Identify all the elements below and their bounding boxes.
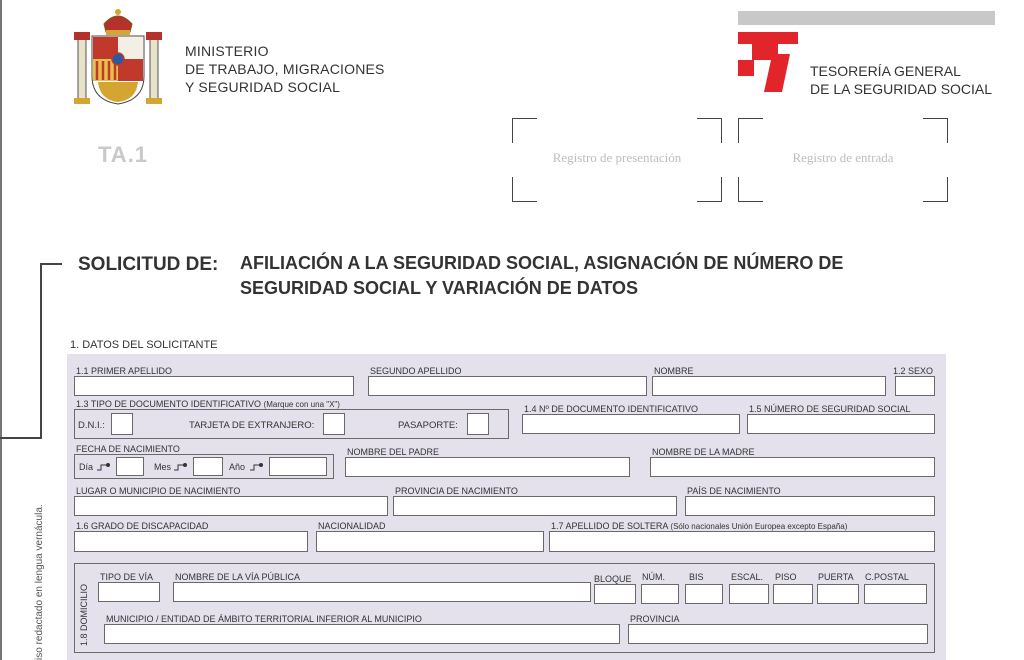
form-code: TA.1 xyxy=(98,142,149,167)
tarjeta-extranjero-label: TARJETA DE EXTRANJERO: xyxy=(189,420,315,431)
title-line-1: AFILIACIÓN A LA SEGURIDAD SOCIAL, ASIGNACIÓN DE NÚMERO DE xyxy=(240,253,844,273)
solicitud-label: SOLICITUD DE: xyxy=(78,254,219,275)
page-left-edge xyxy=(0,0,2,660)
tipo-doc-group xyxy=(74,409,509,439)
dni-label: D.N.I.: xyxy=(78,420,105,431)
municipio-label: MUNICIPIO / ENTIDAD DE ÁMBITO TERRITORIAL INFERIOR AL MUNICIPIO xyxy=(106,614,422,624)
pasaporte-checkbox[interactable] xyxy=(467,413,489,435)
registro-presentacion-label: Registro de presentación xyxy=(552,150,682,165)
registro-entrada-label: Registro de entrada xyxy=(792,150,894,165)
discapacidad-label: 1.6 GRADO DE DISCAPACIDAD xyxy=(76,521,209,531)
tipo-doc-label: 1.3 TIPO DE DOCUMENTO IDENTIFICATIVO (Marque con una "X") xyxy=(76,399,340,409)
bloque-label: BLOQUE xyxy=(594,574,632,584)
domicilio-group xyxy=(74,563,935,653)
dni-checkbox[interactable] xyxy=(111,413,133,435)
escal-label: ESCAL. xyxy=(731,572,764,582)
anio-field[interactable] xyxy=(269,457,327,476)
title-line-2: SEGURIDAD SOCIAL Y VARIACIÓN DE DATOS xyxy=(240,278,639,298)
pasaporte-label: PASAPORTE: xyxy=(398,420,458,431)
nombre-padre-field[interactable] xyxy=(345,457,630,477)
side-note: iso redactado en lengua vernácula. xyxy=(34,504,45,660)
apellido-soltera-label: 1.7 APELLIDO DE SOLTERA (Sólo nacionales Unión Europea excepto España) xyxy=(551,521,848,531)
nombre-madre-label: NOMBRE DE LA MADRE xyxy=(652,447,755,457)
pais-nacimiento-label: PAÍS DE NACIMIENTO xyxy=(687,486,781,496)
page-title xyxy=(240,251,843,301)
bracket-bottom xyxy=(0,437,42,439)
cpostal-field[interactable] xyxy=(864,584,927,604)
ministry-name xyxy=(185,42,385,96)
discapacidad-field[interactable] xyxy=(74,531,308,552)
tgss-line-2: DE LA SEGURIDAD SOCIAL xyxy=(810,81,993,97)
provincia-nacimiento-label: PROVINCIA DE NACIMIENTO xyxy=(395,486,518,496)
municipio-field[interactable] xyxy=(104,624,620,644)
registro-entrada-box xyxy=(738,118,948,202)
piso-field[interactable] xyxy=(773,584,813,604)
tarjeta-extranjero-checkbox[interactable] xyxy=(323,413,345,435)
arrow-icon xyxy=(97,463,111,471)
nacionalidad-field[interactable] xyxy=(316,531,544,552)
num-ss-label: 1.5 NÚMERO DE SEGURIDAD SOCIAL xyxy=(749,404,911,414)
tipo-via-label: TIPO DE VÍA xyxy=(100,572,154,582)
registro-presentacion-box xyxy=(512,118,722,202)
header-gray-bar xyxy=(738,11,995,25)
piso-label: PISO xyxy=(775,572,797,582)
pais-nacimiento-field[interactable] xyxy=(685,496,935,516)
tgss-logo-icon xyxy=(738,32,800,92)
sexo-label: 1.2 SEXO xyxy=(893,366,934,376)
nombre-via-field[interactable] xyxy=(173,582,591,602)
bracket-top xyxy=(42,263,62,265)
tipo-via-field[interactable] xyxy=(98,582,160,602)
bis-label: BIS xyxy=(689,572,704,582)
ministry-line-2: DE TRABAJO, MIGRACIONES xyxy=(185,61,385,77)
fecha-nacimiento-group xyxy=(74,454,334,479)
nombre-label: NOMBRE xyxy=(654,366,694,376)
domicilio-vertical-label: 1.8 DOMICILIO xyxy=(79,583,89,646)
num-field[interactable] xyxy=(641,584,679,604)
ministry-line-1: MINISTERIO xyxy=(185,43,269,59)
segundo-apellido-field[interactable] xyxy=(368,376,647,396)
dia-label: Día xyxy=(79,462,94,472)
arrow-icon xyxy=(250,463,264,471)
num-ss-field[interactable] xyxy=(747,414,935,434)
bracket-line xyxy=(40,263,42,439)
apellido-soltera-field[interactable] xyxy=(549,531,935,552)
segundo-apellido-label: SEGUNDO APELLIDO xyxy=(370,366,462,376)
nombre-via-label: NOMBRE DE LA VÍA PÚBLICA xyxy=(175,572,301,582)
fecha-nacimiento-label: FECHA DE NACIMIENTO xyxy=(76,444,180,454)
dia-field[interactable] xyxy=(116,457,144,476)
provincia-field[interactable] xyxy=(628,624,928,644)
coat-of-arms-icon xyxy=(70,6,166,108)
provincia-label: PROVINCIA xyxy=(630,614,680,624)
bloque-field[interactable] xyxy=(594,584,636,604)
lugar-nacimiento-field[interactable] xyxy=(74,496,388,516)
bis-field[interactable] xyxy=(685,584,723,604)
escal-field[interactable] xyxy=(729,584,769,604)
nombre-field[interactable] xyxy=(652,376,886,396)
mes-field[interactable] xyxy=(193,457,223,476)
nacionalidad-label: NACIONALIDAD xyxy=(318,521,386,531)
num-doc-label: 1.4 Nº DE DOCUMENTO IDENTIFICATIVO xyxy=(524,404,698,414)
primer-apellido-field[interactable] xyxy=(74,376,354,396)
form-panel xyxy=(67,354,946,660)
tgss-name xyxy=(810,62,992,98)
num-label: NÚM. xyxy=(642,572,665,582)
tgss-line-1: TESORERÍA GENERAL xyxy=(810,63,961,79)
section-1-label: 1. DATOS DEL SOLICITANTE xyxy=(70,339,218,351)
puerta-field[interactable] xyxy=(817,584,859,604)
cpostal-label: C.POSTAL xyxy=(865,572,909,582)
num-doc-field[interactable] xyxy=(522,414,740,434)
provincia-nacimiento-field[interactable] xyxy=(393,496,677,516)
mes-label: Mes xyxy=(154,462,172,472)
nombre-madre-field[interactable] xyxy=(650,457,935,477)
arrow-icon xyxy=(174,463,188,471)
primer-apellido-label: 1.1 PRIMER APELLIDO xyxy=(76,366,173,376)
puerta-label: PUERTA xyxy=(818,572,854,582)
anio-label: Año xyxy=(229,462,246,472)
sexo-field[interactable] xyxy=(895,376,935,396)
ministry-line-3: Y SEGURIDAD SOCIAL xyxy=(185,79,341,95)
nombre-padre-label: NOMBRE DEL PADRE xyxy=(347,447,440,457)
lugar-nacimiento-label: LUGAR O MUNICIPIO DE NACIMIENTO xyxy=(76,486,241,496)
